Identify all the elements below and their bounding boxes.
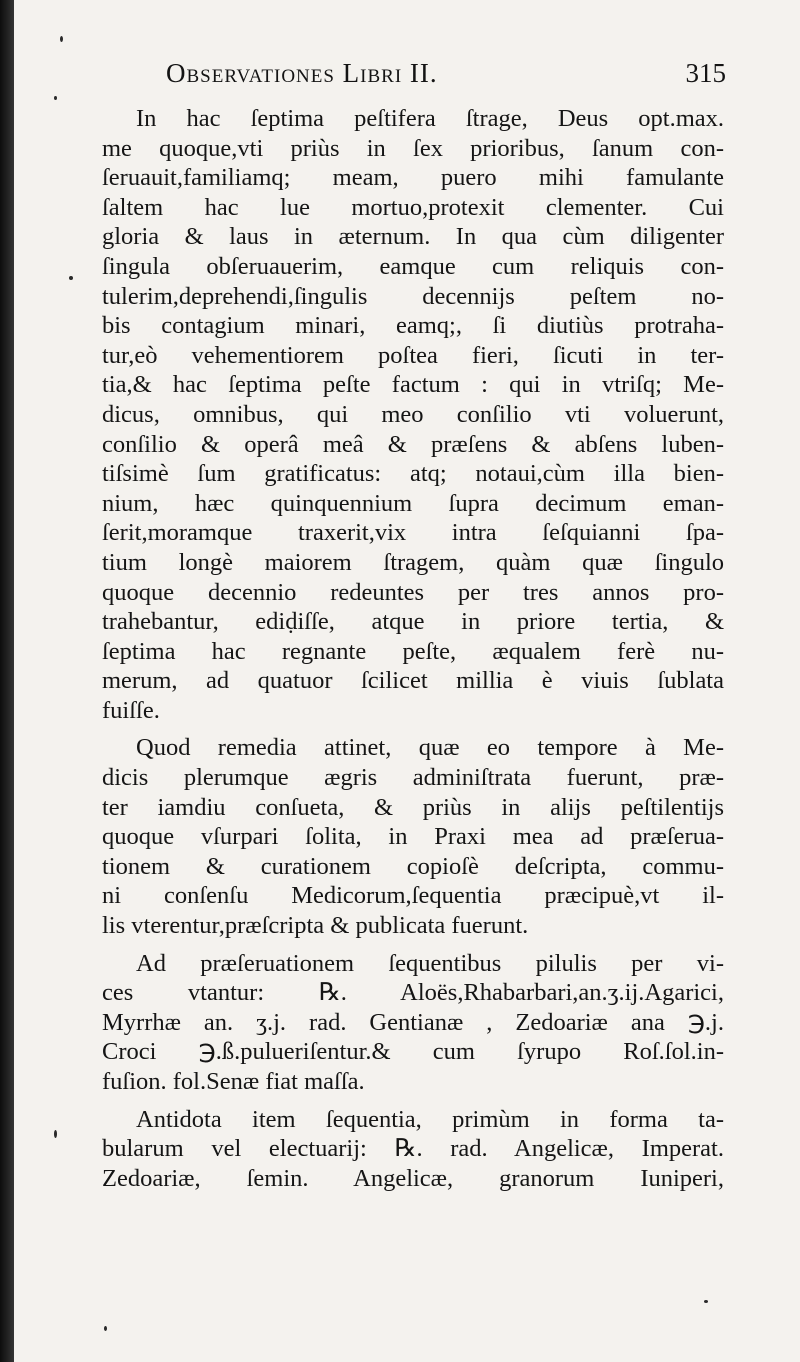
text-line: Myrrhæ an. ʒ.j. rad. Gentianæ , Zedoariæ ana ℈.j.: [102, 1008, 724, 1036]
text-line: ni conſenſu Medicorum,ſequentia præcipuè,vt il-: [102, 882, 724, 910]
paragraph-pills-recipe: [102, 949, 724, 1097]
text-line: ſeptima hac regnante peſte, æqualem ferè nu-: [102, 637, 724, 665]
text-line: nium, hæc quinquennium ſupra decimum eman-: [102, 489, 724, 517]
text-line: Quod remedia attinet, quæ eo tempore à Me-: [136, 734, 724, 762]
text-line: quoque vſurpari ſolita, in Praxi mea ad præſerua-: [102, 823, 724, 851]
text-line: ces vtantur: ℞. Aloës,Rhabarbari,an.ʒ.ij.Agarici,: [102, 979, 724, 1007]
book-page: [14, 0, 800, 1362]
page-header: [166, 58, 726, 98]
text-line: bularum vel electuarij: ℞. rad. Angelicæ, Imperat.: [102, 1135, 724, 1163]
text-line: merum, ad quatuor ſcilicet millia è viuis ſublata: [102, 667, 724, 695]
text-line: Croci ℈.ß.pulueriſentur.& cum ſyrupo Roſ.ſol.in-: [102, 1038, 724, 1066]
paragraph-plague-account: [102, 104, 724, 725]
text-line: quoque decennio redeuntes per tres annos pro-: [102, 578, 724, 606]
text-line: ſaltem hac lue mortuo,protexit clementer. Cui: [102, 193, 724, 221]
text-line: dicis plerumque ægris adminiſtrata fuerunt, præ-: [102, 764, 724, 792]
text-line: tiſsimè ſum gratificatus: atq; notaui,cùm illa bien-: [102, 460, 724, 488]
text-line: tia,& hac ſeptima peſte factum : qui in vtriſq; Me-: [102, 371, 724, 399]
text-line: trahebantur, ediḍiſſe, atque in priore tertia, &: [102, 608, 724, 636]
text-line: bis contagium minari, eamq;, ſi diutiùs protraha-: [102, 312, 724, 340]
text-line: me quoque,vti priùs in ſex prioribus, ſanum con-: [102, 134, 724, 162]
paper-speck: [60, 36, 63, 42]
text-line: ſeruauit,familiamq; meam, puero mihi famulante: [102, 164, 724, 192]
paper-speck: [54, 1130, 57, 1138]
text-line: tionem & curationem copioſè deſcripta, commu-: [102, 852, 724, 880]
paper-speck: [704, 1300, 708, 1303]
text-line: Antidota item ſequentia, primùm in forma ta-: [136, 1105, 724, 1133]
page-number: 315: [685, 58, 726, 88]
text-line: ter iamdiu conſueta, & priùs in alijs peſtilentijs: [102, 793, 724, 821]
paper-speck: [104, 1326, 107, 1331]
text-line: gloria & laus in æternum. In qua cùm diligenter: [102, 223, 724, 251]
paragraph-remedies: [102, 733, 724, 940]
text-line: tulerim,deprehendi,ſingulis decennijs peſtem no-: [102, 282, 724, 310]
text-line: lis vterentur,præſcripta & publicata fuerunt.: [102, 912, 529, 940]
text-line: tur,eò vehementiorem poſtea fieri, ſicuti in ter-: [102, 341, 724, 369]
paper-speck: [69, 276, 73, 280]
body-text: [102, 104, 724, 1193]
text-line: Ad præſeruationem ſequentibus pilulis per vi-: [136, 949, 724, 977]
text-line: ſingula obſeruauerim, eamque cum reliquis con-: [102, 252, 724, 280]
running-title: Observationes Libri II.: [166, 58, 438, 88]
text-line: dicus, omnibus, qui meo conſilio vti voluerunt,: [102, 400, 724, 428]
text-line: conſilio & operâ meâ & præſens & abſens luben-: [102, 430, 724, 458]
text-line: ſerit,moramque traxerit,vix intra ſeſquianni ſpa-: [102, 519, 724, 547]
paper-speck: [54, 96, 57, 100]
text-line: Zedoariæ, ſemin. Angelicæ, granorum Iuniperi,: [102, 1164, 724, 1192]
text-line: tium longè maiorem ſtragem, quàm quæ ſingulo: [102, 548, 724, 576]
text-line: In hac ſeptima peſtifera ſtrage, Deus opt.max.: [136, 105, 724, 132]
text-line: fuſion. fol.Senæ fiat maſſa.: [102, 1068, 365, 1095]
paragraph-antidotes: [102, 1105, 724, 1194]
text-line: fuiſſe.: [102, 696, 160, 724]
